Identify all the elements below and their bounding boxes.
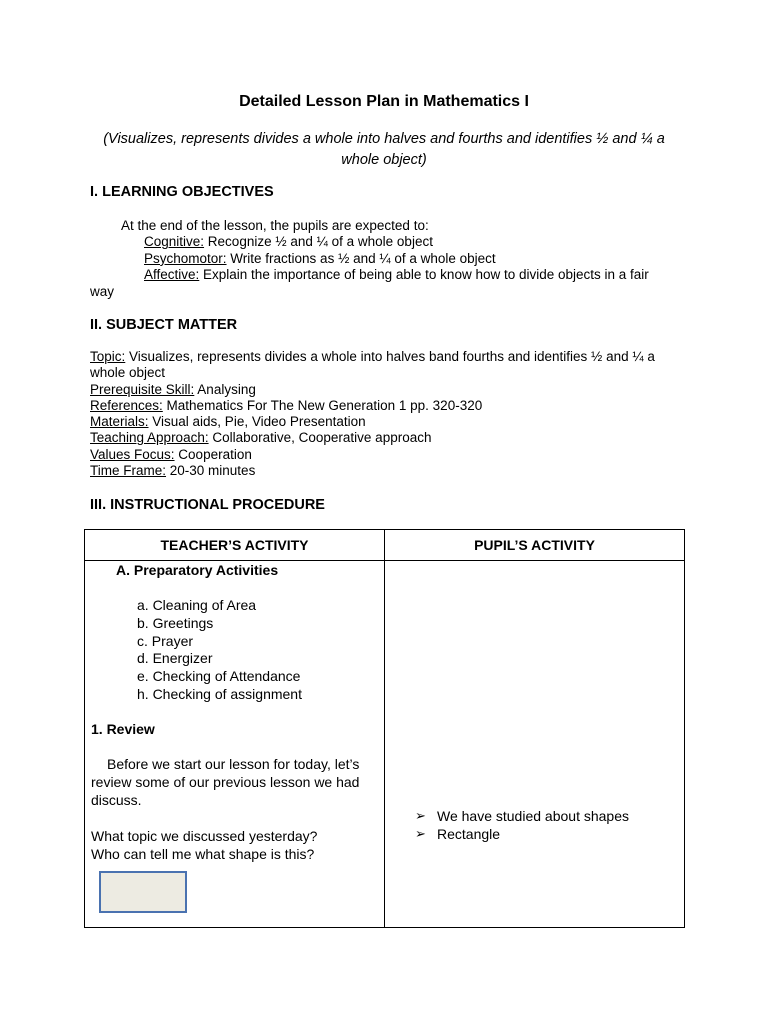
approach-label: Teaching Approach: <box>90 430 209 446</box>
procedure-heading: III. INSTRUCTIONAL PROCEDURE <box>90 497 325 513</box>
objective-cognitive <box>90 234 690 250</box>
cognitive-text: Recognize ½ and ¼ of a whole object <box>204 234 433 250</box>
topic-wrap: whole object <box>90 365 166 381</box>
references-line <box>90 398 690 414</box>
time-label: Time Frame: <box>90 463 167 479</box>
table-header-row <box>85 530 685 561</box>
preparatory-heading: A. Preparatory Activities <box>116 562 279 578</box>
question-1: What topic we discussed yesterday? <box>91 828 318 844</box>
psychomotor-text: Write fractions as ½ and ¼ of a whole object <box>226 250 496 266</box>
cognitive-label: Cognitive: <box>144 234 205 250</box>
pupil-activity-cell <box>385 561 685 928</box>
topic-line <box>90 349 690 365</box>
list-item <box>415 825 629 843</box>
materials-line <box>90 414 690 430</box>
list-item: b. Greetings <box>137 614 214 631</box>
objectives-section <box>90 218 690 300</box>
approach-line <box>90 430 690 446</box>
arrow-bullet-icon: ➢ <box>415 826 426 841</box>
document-title: Detailed Lesson Plan in Mathematics I <box>239 93 529 110</box>
values-label: Values Focus: <box>90 446 175 462</box>
materials-text: Visual aids, Pie, Video Presentation <box>148 414 366 430</box>
references-label: References: <box>90 397 163 413</box>
subtitle-line-1: (Visualizes, represents divides a whole into halves and fourths and identifies ½ and ¼ a <box>103 131 665 147</box>
prereq-line <box>90 382 690 398</box>
pupil-answer: Rectangle <box>437 826 501 842</box>
values-line <box>90 447 690 463</box>
objective-affective-wrap: way <box>90 283 115 299</box>
objectives-intro: At the end of the lesson, the pupils are expected to: <box>121 218 429 233</box>
table-row <box>85 561 685 928</box>
affective-label: Affective: <box>144 267 200 283</box>
rectangle-shape <box>99 871 187 913</box>
references-text: Mathematics For The New Generation 1 pp. 320-320 <box>162 397 483 413</box>
time-text: 20-30 minutes <box>166 463 256 479</box>
list-item <box>415 807 629 825</box>
review-paragraph: Before we start our lesson for today, let’s review some of our previous lesson we had discuss. <box>91 756 360 808</box>
approach-text: Collaborative, Cooperative approach <box>208 430 432 446</box>
subtitle-line-2: whole object) <box>341 152 427 168</box>
list-item: d. Energizer <box>137 650 213 667</box>
prereq-text: Analysing <box>194 381 256 397</box>
review-heading: 1. Review <box>91 721 155 737</box>
materials-label: Materials: <box>90 414 149 430</box>
objectives-heading: I. LEARNING OBJECTIVES <box>90 184 274 200</box>
list-item: e. Checking of Attendance <box>137 668 301 685</box>
document-subtitle <box>88 129 680 171</box>
arrow-bullet-icon: ➢ <box>415 808 426 823</box>
pupil-answer-list <box>415 807 629 843</box>
subject-matter-heading: II. SUBJECT MATTER <box>90 317 238 333</box>
pupil-answer: We have studied about shapes <box>437 808 629 824</box>
subject-matter-section <box>90 349 690 479</box>
values-text: Cooperation <box>174 446 252 462</box>
topic-label: Topic: <box>90 349 126 364</box>
objective-affective <box>90 267 690 283</box>
pupil-activity-header: PUPIL’S ACTIVITY <box>385 530 685 561</box>
time-line <box>90 463 690 479</box>
topic-text: Visualizes, represents divides a whole into halves band fourths and identifies ½ and ¼ a <box>125 349 655 364</box>
question-2: Who can tell me what shape is this? <box>91 846 315 862</box>
preparatory-list <box>137 597 302 704</box>
psychomotor-label: Psychomotor: <box>144 250 227 266</box>
list-item: c. Prayer <box>137 632 194 649</box>
procedure-table <box>84 529 685 928</box>
teacher-activity-header: TEACHER’S ACTIVITY <box>85 530 385 561</box>
list-item: a. Cleaning of Area <box>137 597 257 613</box>
teacher-activity-cell <box>85 561 385 928</box>
prereq-label: Prerequisite Skill: <box>90 381 195 397</box>
affective-text: Explain the importance of being able to know how to divide objects in a fair <box>199 267 649 283</box>
objective-psychomotor <box>90 251 690 267</box>
list-item: h. Checking of assignment <box>137 685 302 702</box>
